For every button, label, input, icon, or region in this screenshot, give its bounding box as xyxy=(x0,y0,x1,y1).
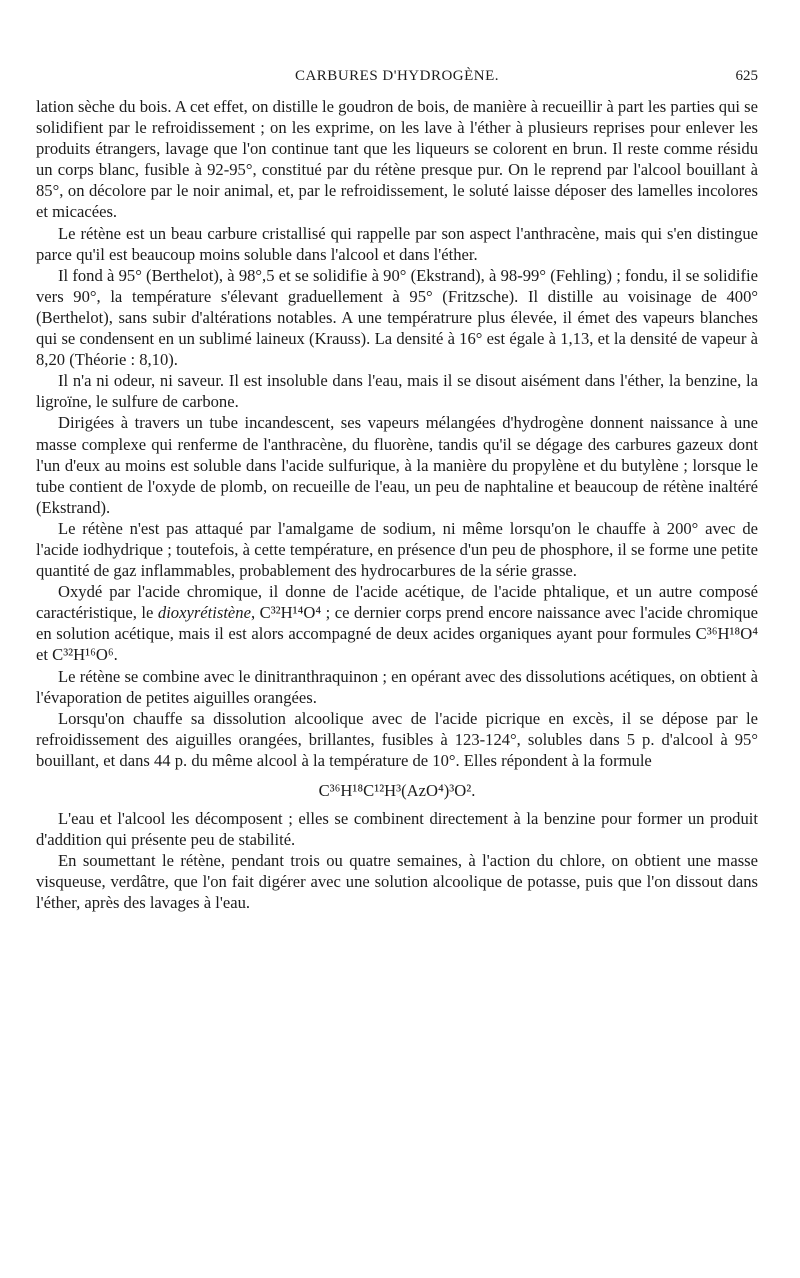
page-number: 625 xyxy=(735,68,758,84)
paragraph-melting-point: Il fond à 95° (Berthelot), à 98°,5 et se solidifie à 90° (Ekstrand), à 98-99° (Fehling) ; fondu, il se solidifie vers 90°, la température s'élevant graduellement à 95° (Fritzsche). Il distille au voisinage de 400° (Berthelot), sans subir d'altérations notables. A une températrure plus élevée, il émet des vapeurs blanches qui se condensent en un sublimé laineux (Krauss). La densité à 16° est égale à 1,13, et la densité de vapeur à 8,20 (Théorie : 8,10). xyxy=(36,265,758,370)
paragraph-description: Le rétène est un beau carbure cristallisé qui rappelle par son aspect l'anthracène, mais qui s'en distingue parce qu'il est beaucoup moins soluble dans l'alcool et dans l'éther. xyxy=(36,223,758,264)
paragraph-continuation: lation sèche du bois. A cet effet, on distille le goudron de bois, de manière à recueillir à part les parties qui se solidifient par le refroidissement ; on les exprime, on les lave à l'éther à plusieurs reprises pour enlever les produits étrangers, lavage que l'on continue tant que les liqueurs se colorent en brun. Il reste comme résidu un corps blanc, fusible à 92-95°, constitué par du rétène presque pur. On le reprend par l'alcool bouillant à 85°, on décolore par le noir animal, et, par le refroidissement, le soluté laisse déposer des lamelles incolores et micacées. xyxy=(36,97,758,222)
compound-name: dioxyrétistène xyxy=(157,603,251,623)
paragraph-picric-acid: Lorsqu'on chauffe sa dissolution alcoolique avec de l'acide picrique en excès, il se dépose par le refroidissement des aiguilles orangées, brillantes, fusibles à 123-124°, solubles dans 5 p. d'alcool à 95° bouillant, et dans 44 p. du même alcool à la température de 10°. Elles répondent à la formule xyxy=(36,708,758,770)
paragraph-pyrolysis: Dirigées à travers un tube incandescent, ses vapeurs mélangées d'hydrogène donnent naissance à une masse complexe qui renferme de l'anthracène, du fluorène, tandis qu'il se dégage des carbures gazeux dont l'un d'eux au moins est soluble dans l'acide sulfurique, à la manière du propylène et du butylène ; lorsque le tube contient de l'oxyde de plomb, on recueille de l'eau, un peu de naphtaline et beaucoup de rétène inaltéré (Ekstrand). xyxy=(36,413,758,517)
paragraph-solubility: Il n'a ni odeur, ni saveur. Il est insoluble dans l'eau, mais il se disout aisément dans l'éther, la benzine, la ligroïne, le sulfure de carbone. xyxy=(36,371,758,412)
oxidation-text-end: , C³²H¹⁴O⁴ ; ce dernier corps prend encore naissance avec l'acide chromique en solution acétique, mais il est alors accompagné de deux acides organiques ayant pour formules C³⁶H¹⁸O⁴ et C³²H¹⁶O⁶. xyxy=(36,603,758,665)
paragraph-oxidation xyxy=(36,581,758,665)
page-header xyxy=(36,62,758,88)
chemical-formula: C³⁶H¹⁸C¹²H³(AzO⁴)³O². xyxy=(318,781,476,800)
paragraph-chlorine: En soumettant le rétène, pendant trois ou quatre semaines, à l'action du chlore, on obtient une masse visqueuse, verdâtre, que l'on fait digérer avec une solution alcoolique de potasse, puis que l'on dissout dans l'éther, après des lavages à l'eau. xyxy=(36,851,758,913)
running-title: CARBURES D'HYDROGÈNE. xyxy=(294,68,500,84)
paragraph-combination: Le rétène se combine avec le dinitranthraquinon ; en opérant avec des dissolutions acétiques, on obtient à l'évaporation de petites aiguilles orangées. xyxy=(36,666,758,707)
body-text xyxy=(36,96,758,914)
paragraph-decomposition: L'eau et l'alcool les décomposent ; elles se combinent directement à la benzine pour former un produit d'addition qui présente peu de stabilité. xyxy=(36,809,758,850)
paragraph-reduction: Le rétène n'est pas attaqué par l'amalgame de sodium, ni même lorsqu'on le chauffe à 200° avec de l'acide iodhydrique ; toutefois, à cette température, en présence d'un peu de phosphore, il se forme une petite quantité de gaz inflammables, probablement des hydrocarbures de la série grasse. xyxy=(36,518,758,581)
oxidation-text-start: Oxydé par l'acide chromique, il donne de l'acide acétique, de l'acide phtalique, et un autre composé caractéristique, le xyxy=(36,582,758,623)
